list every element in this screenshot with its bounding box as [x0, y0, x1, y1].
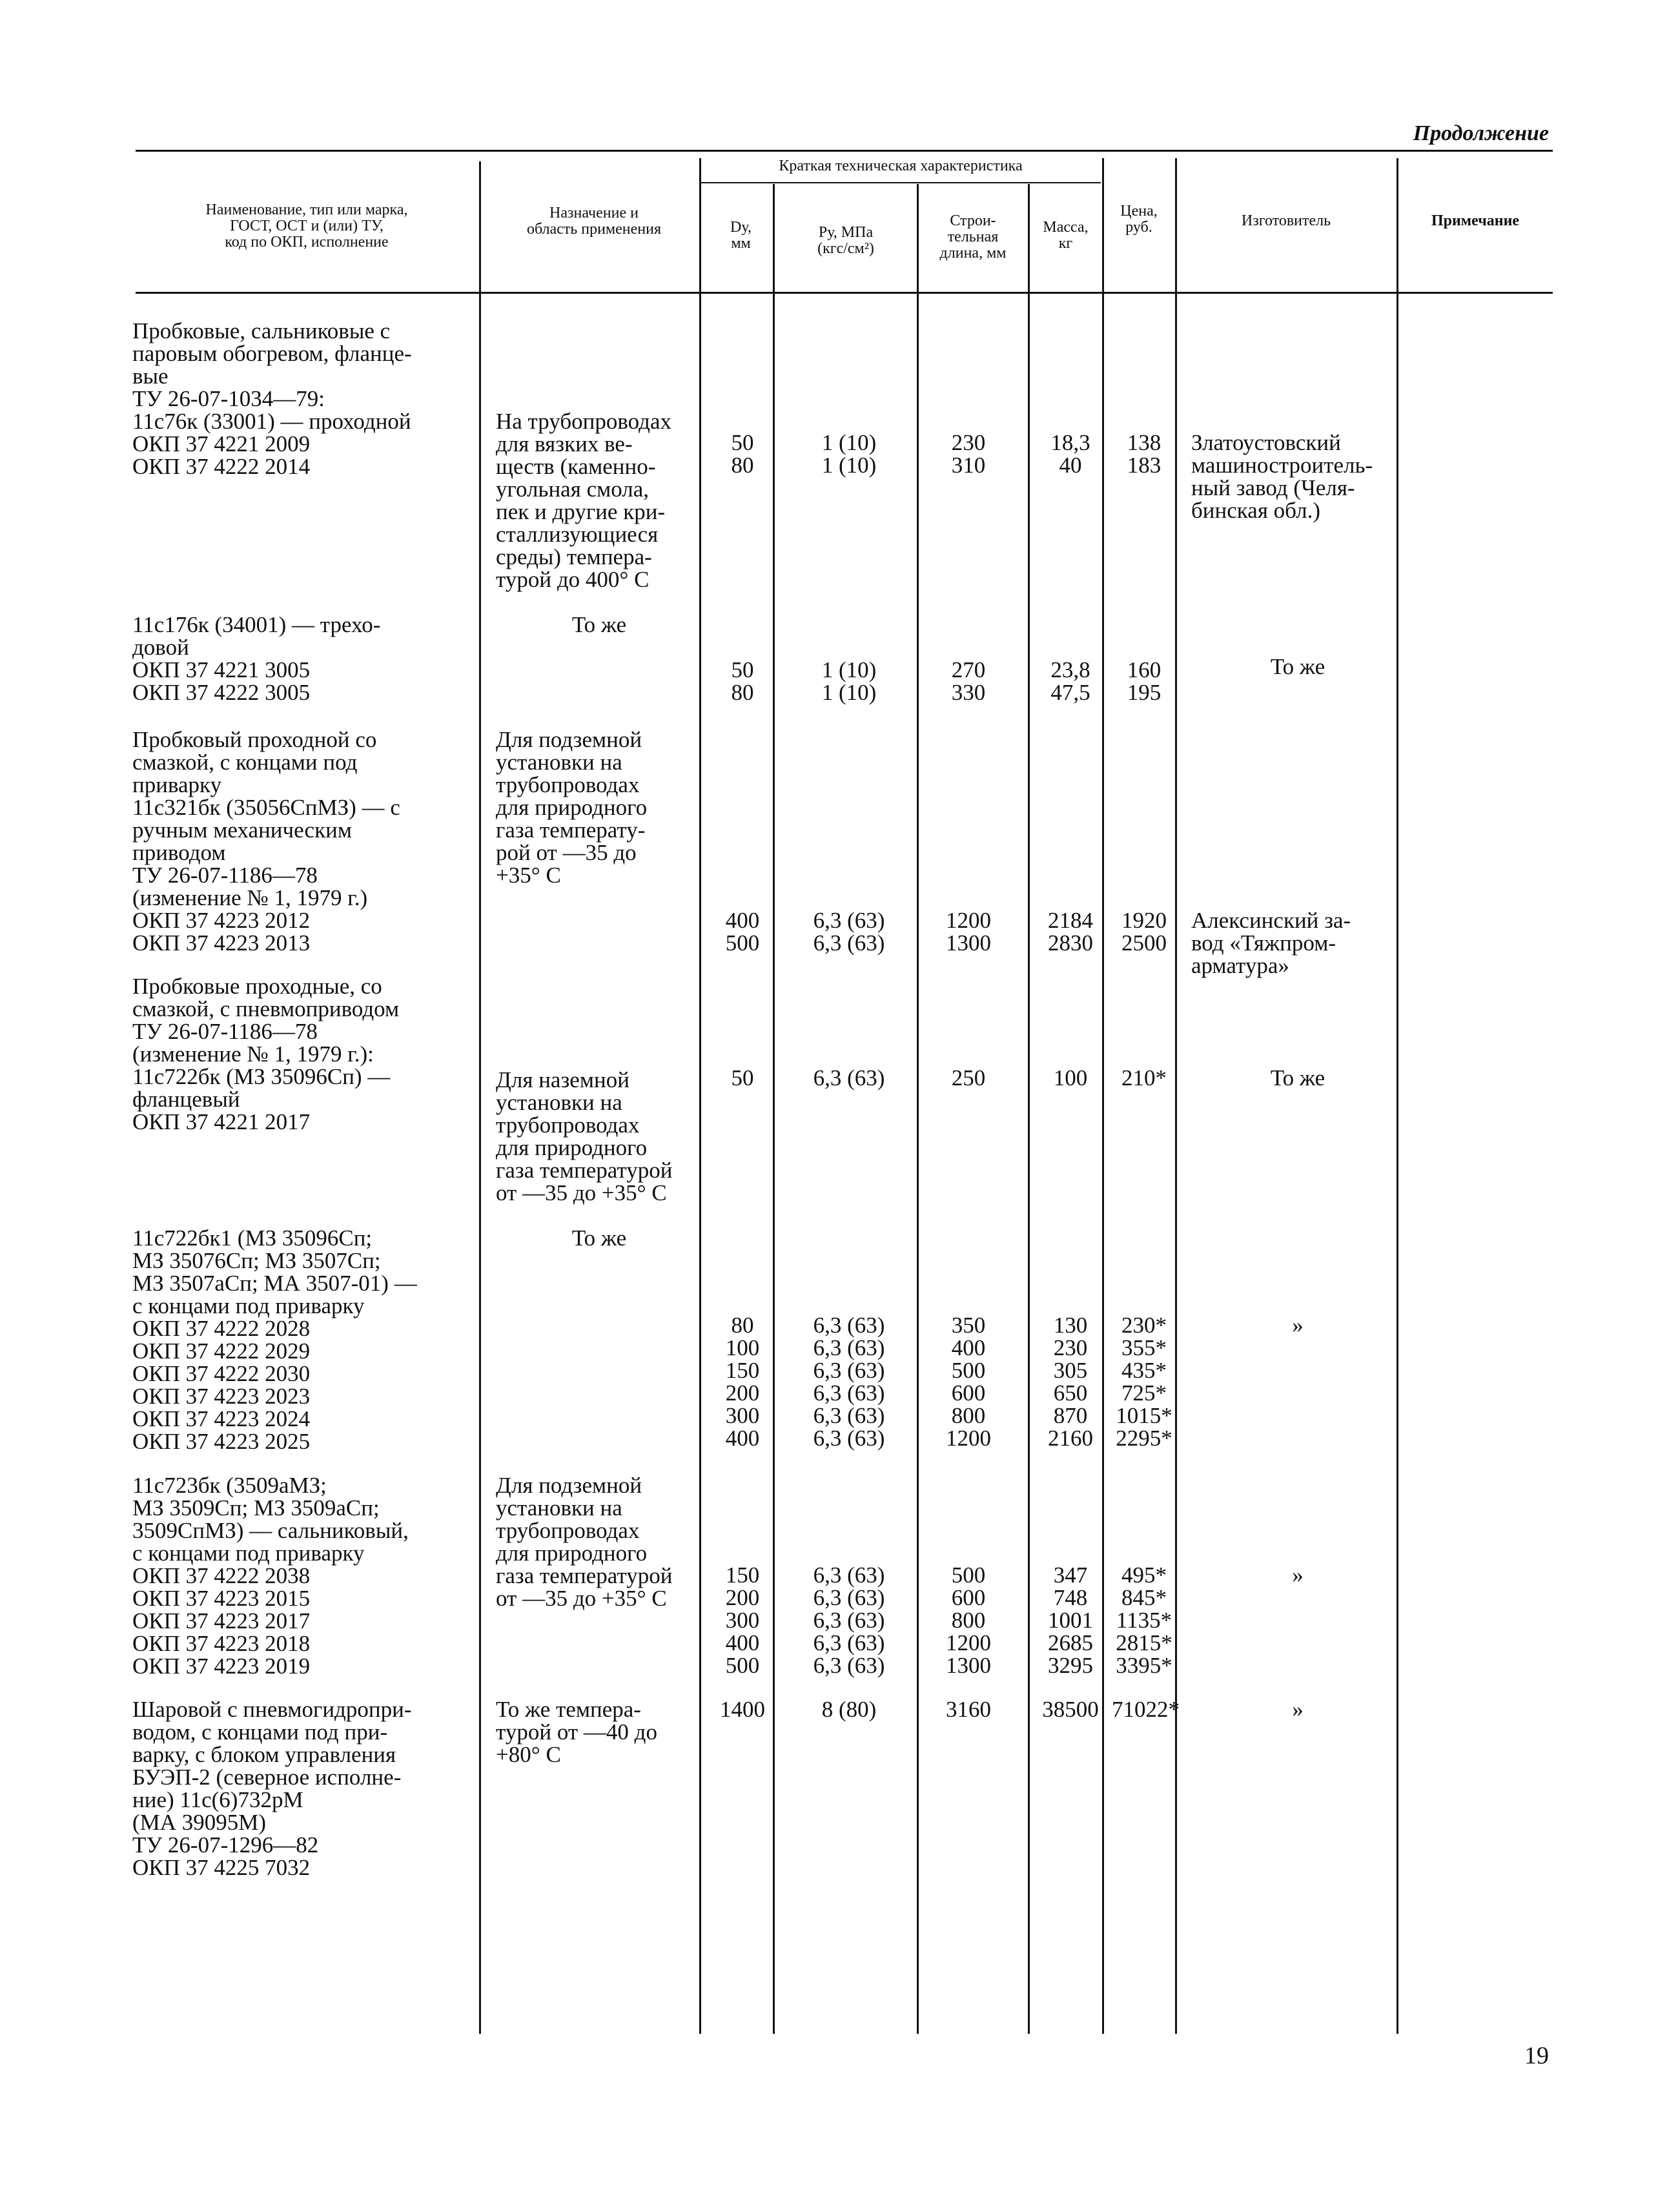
continuation-label: Продолжение: [1413, 121, 1549, 145]
row-1-manufacturer: Златоустовский машиностроитель- ный завод (Челя- бинская обл.): [1191, 430, 1373, 523]
row-6-purpose: Для подземной установки на трубопроводах для природного газа температурой от —35 до +35° С: [496, 1473, 673, 1611]
header-bottom-rule: [136, 292, 1553, 294]
row-3-manufacturer: Алексинский за- вод «Тяжпром- арматура»: [1191, 908, 1351, 978]
row-4-manufacturer: То же: [1270, 1065, 1325, 1091]
row-6-mass: 347 748 1001 2685 3295: [1048, 1562, 1093, 1678]
row-7-dy: 1400: [720, 1697, 765, 1722]
row-2-manufacturer: То же: [1270, 654, 1325, 679]
row-6-price: 495* 845* 1135* 2815* 3395*: [1116, 1562, 1172, 1678]
row-5-mass: 130 230 305 650 870 2160: [1048, 1313, 1093, 1451]
row-2-length: 270 330: [951, 657, 986, 705]
row-7-purpose: То же темпера- турой от —40 до +80° С: [496, 1697, 657, 1767]
row-3-name: Пробковый проходной со смазкой, с концами под приварку 11с321бк (35056СпМЗ) — с ручным механическим приводом ТУ 26-07-1186—78 (изменение № 1, 1979 г.) ОКП 37 4223 2012 ОКП 37 4223 2013: [132, 727, 400, 956]
row-2-price: 160 195: [1127, 657, 1161, 705]
col-divider-5: [1028, 184, 1030, 2034]
row-3-price: 1920 2500: [1121, 908, 1167, 956]
row-6-length: 500 600 800 1200 1300: [946, 1562, 991, 1678]
header-name: Наименование, тип или марка, ГОСТ, ОСТ и (или) ТУ, код по ОКП, исполнение: [205, 201, 408, 251]
header-length: Строи- тельная длина, мм: [939, 212, 1007, 261]
row-5-manufacturer: »: [1292, 1313, 1304, 1338]
row-7-py: 8 (80): [821, 1697, 877, 1722]
row-4-py: 6,3 (63): [813, 1065, 885, 1091]
row-2-name: 11с176к (34001) — трехо- довой ОКП 37 4221 3005 ОКП 37 4222 3005: [132, 612, 381, 705]
row-2-py: 1 (10) 1 (10): [821, 657, 877, 705]
row-4-mass: 100: [1053, 1065, 1088, 1091]
row-1-dy: 50 80: [731, 430, 754, 478]
row-6-name: 11с723бк (3509аМЗ; МЗ 3509Сп; МЗ 3509аСп; 3509СпМЗ) — сальниковый, с концами под приварку ОКП 37 4222 2038 ОКП 37 4223 2015 ОКП 37 4223 2017 ОКП 37 4223 2018 ОКП 37 4223 2019: [132, 1473, 409, 1679]
tech-group-rule: [701, 182, 1101, 183]
row-4-name: Пробковые проходные, со смазкой, с пневмоприводом ТУ 26-07-1186—78 (изменение № 1, 1979 г.): 11с722бк (МЗ 35096Сп) — фланцевый ОКП 37 4221 2017: [132, 974, 400, 1134]
row-4-length: 250: [951, 1065, 986, 1091]
header-price: Цена, руб.: [1120, 203, 1158, 236]
row-4-price: 210*: [1121, 1065, 1167, 1091]
row-5-name: 11с722бк1 (МЗ 35096Сп; МЗ 35076Сп; МЗ 3507Сп; МЗ 3507аСп; МА 3507-01) — с концами под приварку ОКП 37 4222 2028 ОКП 37 4222 2029 ОКП 37 4222 2030 ОКП 37 4223 2023 ОКП 37 4223 2024 ОКП 37 4223 2025: [132, 1225, 417, 1454]
header-tech-group: Краткая техническая характеристика: [779, 158, 1023, 174]
page-number: 19: [1524, 2042, 1549, 2069]
row-7-name: Шаровой с пневмогидропри- водом, с концами под при- варку, с блоком управления БУЭП-2 (северное исполне- ние) 11с(6)732рМ (МА 39095М) ТУ 26-07-1296—82 ОКП 37 4225 7032: [132, 1697, 412, 1880]
header-py: Pу, МПа (кгс/см²): [817, 224, 874, 257]
row-7-price: 71022*: [1112, 1697, 1180, 1722]
row-1-name: Пробковые, сальниковые с паровым обогревом, фланце- вые ТУ 26-07-1034—79: 11с76к (33001) — проходной ОКП 37 4221 2009 ОКП 37 4222 2014: [132, 318, 412, 479]
row-2-purpose: То же: [571, 612, 627, 637]
row-6-py: 6,3 (63) 6,3 (63) 6,3 (63) 6,3 (63) 6,3 (63): [813, 1562, 885, 1678]
row-1-length: 230 310: [951, 430, 986, 478]
row-1-purpose: На трубопроводах для вязких ве- ществ (каменно- угольная смола, пек и другие кри- сталлизующиеся среды) темпера- турой до 400° С: [496, 409, 672, 592]
row-7-manufacturer: »: [1292, 1697, 1304, 1722]
row-5-py: 6,3 (63) 6,3 (63) 6,3 (63) 6,3 (63) 6,3 (63) 6,3 (63): [813, 1313, 885, 1451]
row-5-length: 350 400 500 600 800 1200: [946, 1313, 991, 1451]
row-2-mass: 23,8 47,5: [1050, 657, 1090, 705]
row-2-dy: 50 80: [731, 657, 754, 705]
header-dy: Dу, мм: [730, 219, 752, 252]
header-manufacturer: Изготовитель: [1241, 212, 1331, 229]
table-top-rule: [136, 150, 1553, 152]
row-3-py: 6,3 (63) 6,3 (63): [813, 908, 885, 956]
row-3-purpose: Для подземной установки на трубопроводах для природного газа температу- рой от —35 до +35° С: [496, 727, 648, 888]
col-divider-4: [917, 184, 919, 2034]
row-1-mass: 18,3 40: [1050, 430, 1090, 478]
row-4-purpose: Для наземной установки на трубопроводах для природного газа температурой от —35 до +35° С: [496, 1067, 673, 1205]
row-6-dy: 150 200 300 400 500: [725, 1562, 760, 1678]
row-3-dy: 400 500: [725, 908, 760, 956]
row-5-purpose: То же: [571, 1225, 627, 1251]
header-note: Примечание: [1431, 212, 1520, 229]
row-1-price: 138 183: [1127, 430, 1161, 478]
row-5-price: 230* 355* 435* 725* 1015* 2295*: [1116, 1313, 1172, 1451]
row-4-dy: 50: [731, 1065, 754, 1091]
row-5-dy: 80 100 150 200 300 400: [725, 1313, 760, 1451]
row-7-length: 3160: [946, 1697, 991, 1722]
header-mass: Масса, кг: [1043, 219, 1089, 252]
row-7-mass: 38500: [1042, 1697, 1099, 1722]
row-3-length: 1200 1300: [946, 908, 991, 956]
row-1-py: 1 (10) 1 (10): [821, 430, 877, 478]
header-purpose: Назначение и область применения: [526, 205, 662, 238]
row-6-manufacturer: »: [1292, 1562, 1304, 1588]
row-3-mass: 2184 2830: [1048, 908, 1093, 956]
